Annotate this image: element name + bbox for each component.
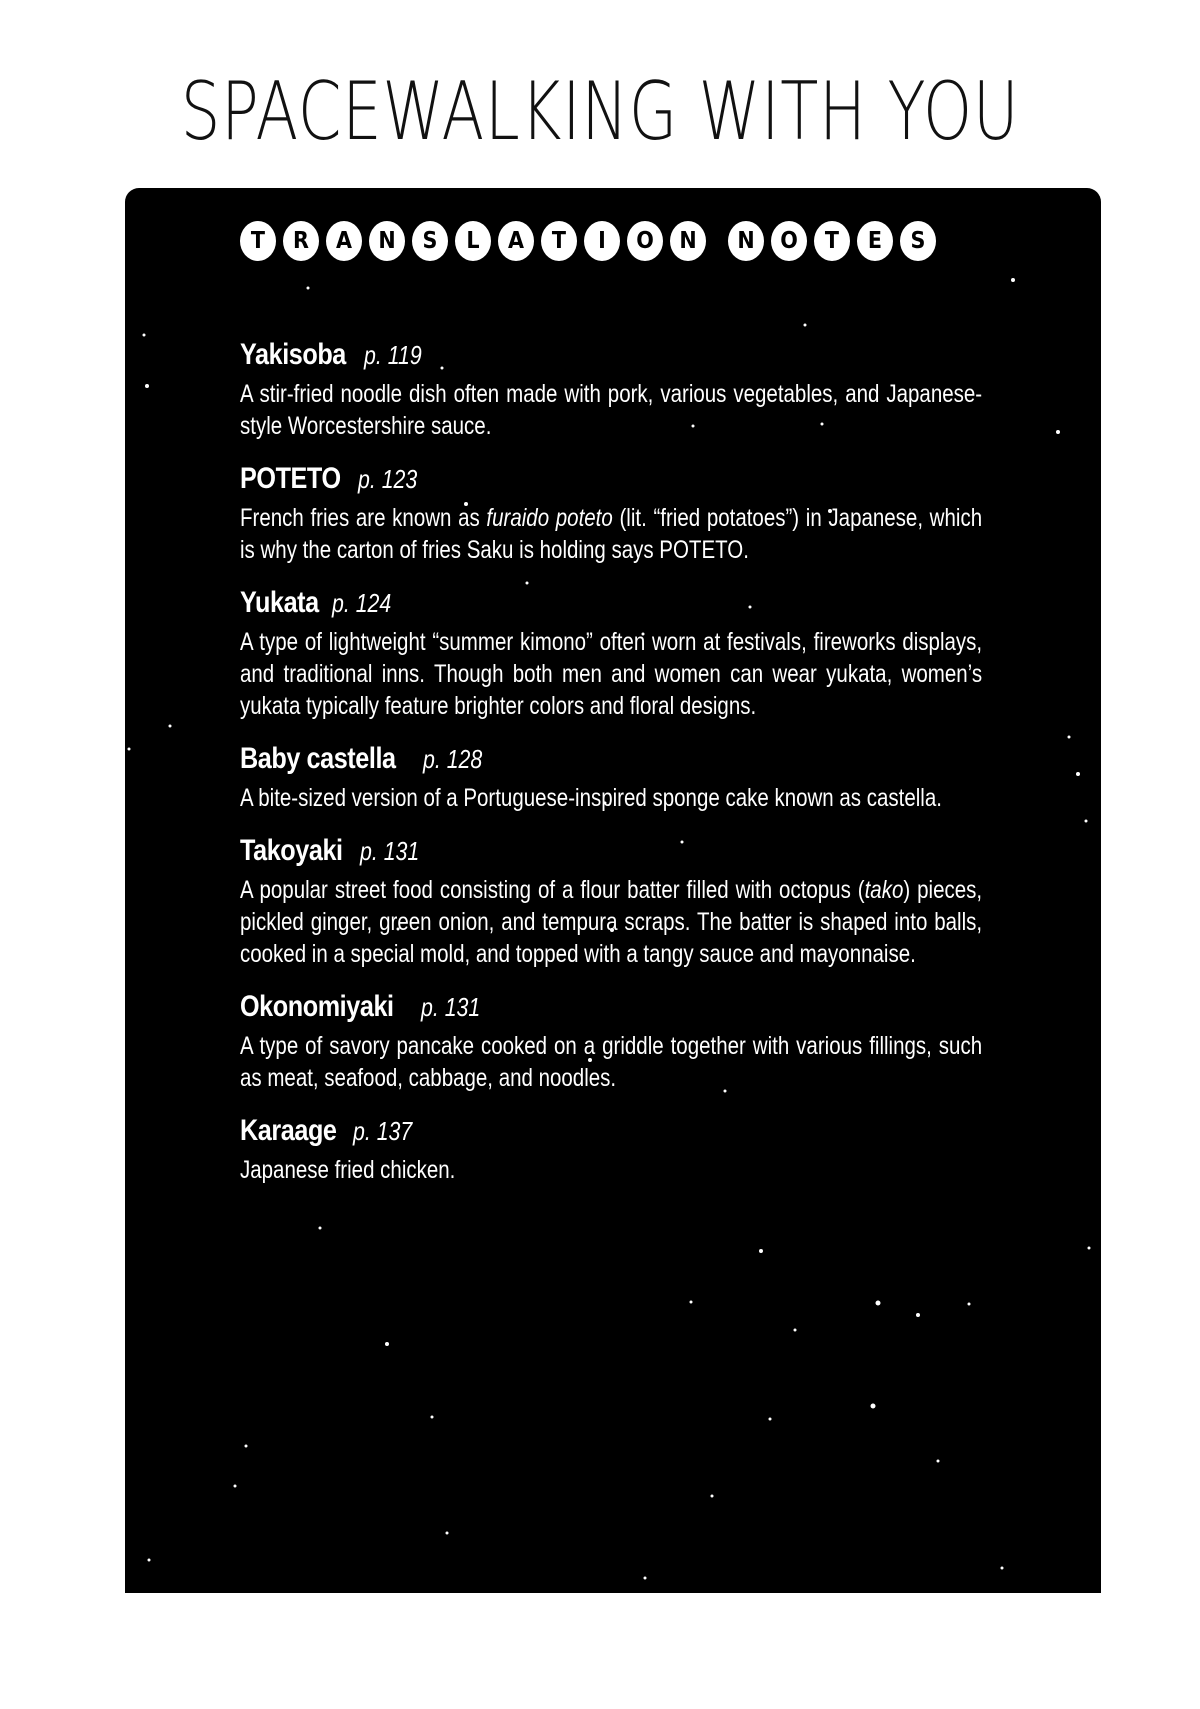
note-description: A type of lightweight “summer kimono” often worn at festivals, fireworks displays, and traditional inns. Though both men and women can wear yukata, women’s yukata typically feature brighter colors and floral designs. [240, 628, 983, 720]
series-title: SPACEWALKING WITH YOU [180, 65, 1020, 158]
note-item [240, 990, 1000, 1094]
note-term: Karaage [240, 1114, 337, 1147]
note-description: A type of savory pancake cooked on a griddle together with various fillings, such as meat, seafood, cabbage, and noodles. [240, 1032, 983, 1092]
translation-notes-panel [125, 188, 1101, 1593]
heading-letter-circle: I [584, 221, 620, 261]
note-page-ref: p. 128 [423, 744, 483, 774]
note-item [240, 742, 1000, 814]
note-description: Japanese fried chicken. [240, 1156, 456, 1184]
note-item [240, 586, 1000, 722]
note-item [240, 338, 1000, 442]
heading-word-gap [712, 221, 723, 261]
note-item [240, 834, 1000, 970]
note-description: A popular street food consisting of a flour batter filled with octopus (tako) pieces, pickled ginger, green onion, and tempura scraps. The batter is shaped into balls, cooked in a special mold, and topped with a tangy sauce and mayonnaise. [240, 876, 983, 968]
heading-letter-circle: N [728, 221, 764, 261]
heading-letter-circle: R [283, 221, 319, 261]
heading-letter-circle: N [369, 221, 405, 261]
translation-notes-heading [238, 221, 938, 265]
heading-letter-circle: E [857, 221, 893, 261]
note-term: Yukata [240, 586, 319, 619]
heading-letter-circle: O [627, 221, 663, 261]
note-page-ref: p. 131 [420, 992, 481, 1022]
heading-letter-circle: T [814, 221, 850, 261]
note-description: French fries are known as furaido poteto (lit. “fried potatoes”) in Japanese, which is why the carton of fries Saku is holding says POTETO. [240, 504, 983, 564]
note-page-ref: p. 131 [360, 836, 420, 866]
heading-letter-circle: A [326, 221, 362, 261]
notes-list [240, 338, 1000, 1206]
note-term: Takoyaki [240, 834, 343, 867]
note-item [240, 462, 1000, 566]
heading-letter-circle: L [455, 221, 491, 261]
note-term: Baby castella [240, 742, 396, 775]
note-description: A bite-sized version of a Portuguese-inspired sponge cake known as castella. [240, 784, 942, 812]
note-page-ref: p. 137 [352, 1116, 413, 1146]
heading-letter-circle: O [771, 221, 807, 261]
note-page-ref: p. 119 [364, 340, 422, 370]
note-item [240, 1114, 1000, 1186]
heading-letter-circle: S [412, 221, 448, 261]
note-description: A stir-fried noodle dish often made with pork, various vegetables, and Japanese-style Worcestershire sauce. [240, 380, 983, 440]
note-term: Okonomiyaki [240, 990, 394, 1023]
heading-letter-circle: S [900, 221, 936, 261]
heading-letter-circle: A [498, 221, 534, 261]
heading-letter-circle: T [541, 221, 577, 261]
note-page-ref: p. 123 [357, 464, 418, 494]
note-term: Yakisoba [240, 338, 346, 371]
heading-letter-circle: N [670, 221, 706, 261]
note-page-ref: p. 124 [331, 588, 392, 618]
note-term: POTETO [240, 462, 341, 495]
heading-letter-circle: T [240, 221, 276, 261]
